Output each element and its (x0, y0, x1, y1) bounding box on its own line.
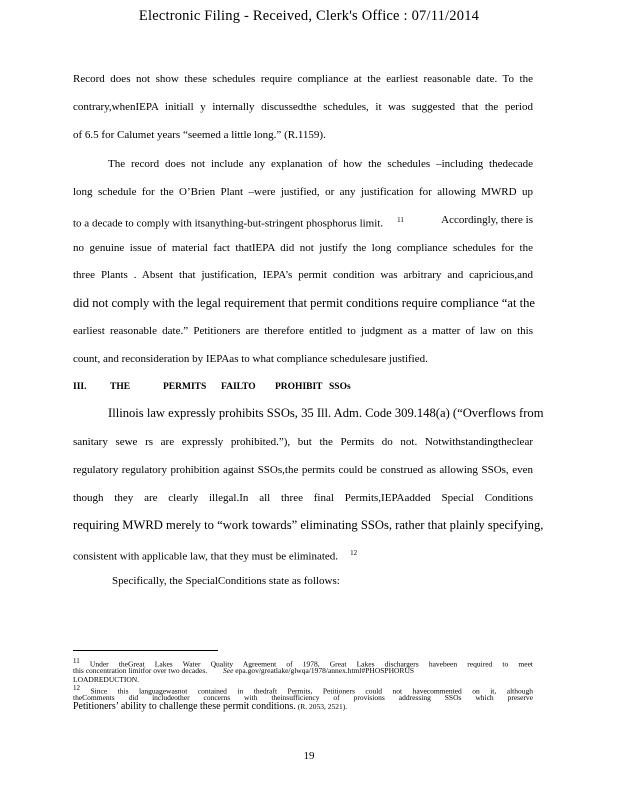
footnote-mark: 11 (73, 657, 80, 665)
body-line (73, 546, 533, 564)
footnote-mark: 12 (73, 684, 80, 692)
heading-number: III. (73, 382, 87, 392)
body-line: regulatory regulatory prohibition against SSOs,the permits could be construed as allowing SSOs, even (73, 464, 533, 476)
body-line: Specifically, the SpecialConditions state as follows: (112, 575, 340, 587)
footnote-text: Under theGreat Lakes Water Quality Agreement of 1978, Great Lakes dischargers havebeen required to meet (89, 659, 534, 669)
line-text: to a decade to comply with itsanything-but-stringent phosphorus limit. (73, 217, 384, 230)
body-line: three Plants . Absent that justification, IEPA’s permit condition was arbitrary and capricious,and (73, 269, 533, 281)
body-line: sanitary sewe rs are expressly prohibited.”), but the Permits do not. Notwithstandingtheclear (73, 436, 533, 448)
body-line: long schedule for the O’Brien Plant –were justified, or any justification for allowing MWRD up (73, 186, 533, 198)
footnote-ref-11[interactable]: 11 (397, 216, 404, 224)
heading-word: SSOs (329, 382, 351, 392)
footnote-signal: See (223, 666, 234, 675)
heading-word: FAILTO (221, 382, 256, 392)
footnote-text: Since this languagewasnot contained in thedraft Permits, Petitioners could not havecommented on it, although (90, 686, 534, 696)
footnote-link[interactable]: epa.gov/greatlake/glwqa/1978/annex.html#PHOSPHORUS (235, 666, 415, 675)
page-number: 19 (303, 750, 315, 762)
body-line: Record does not show these schedules require compliance at the earliest reasonable date. To the (73, 73, 533, 85)
footnote-ref-12[interactable]: 12 (350, 549, 358, 557)
body-line: Illinois law expressly prohibits SSOs, 35 Ill. Adm. Code 309.148(a) (“Overflows from (108, 406, 544, 420)
body-line (73, 128, 533, 142)
line-text: consistent with applicable law, that they must be eliminated. (73, 550, 339, 563)
footnote-divider (73, 650, 218, 651)
body-line: did not comply with the legal requirement that permit conditions require compliance “at the (73, 296, 535, 310)
body-line: requiring MWRD merely to “work towards” eliminating SSOs, rather that plainly specifying, (73, 518, 544, 532)
heading-word: PERMITS (163, 382, 207, 392)
body-line: no genuine issue of material fact thatIEPA did not justify the long compliance schedules for the (73, 242, 533, 254)
body-line: count, and reconsideration by IEPAas to what compliance schedulesare justified. (73, 353, 428, 365)
body-line: The record does not include any explanation of how the schedules –including thedecade (108, 158, 533, 170)
footnote-line (73, 702, 533, 711)
footnote-text: (R. 2053, 2521). (297, 702, 348, 711)
footnote-text: Petitioners’ ability to challenge these permit conditions. (73, 701, 296, 712)
body-line (73, 213, 533, 231)
body-line: contrary,whenIEPA initiall y internally discussedthe schedules, it was suggested that the period (73, 101, 533, 113)
line-text: of 6.5 for Calumet years “seemed a little long.” (R.1159). (73, 129, 326, 141)
heading-word: THE (110, 382, 131, 392)
body-line: earliest reasonable date.” Petitioners are therefore entitled to judgment as a matter of law on this (73, 325, 533, 337)
footnote-line: LOADREDUCTION. (73, 675, 140, 684)
footnote-text: this concentration limitfor over two decades. (73, 666, 208, 675)
line-text-tail: Accordingly, there is (441, 214, 533, 226)
footnote-line (73, 666, 533, 675)
filing-header: Electronic Filing - Received, Clerk's Office : 07/11/2014 (138, 8, 480, 24)
body-line: though they are clearly illegal.In all three final Permits,IEPAadded Special Conditions (73, 492, 533, 504)
heading-word: PROHIBIT (275, 382, 323, 392)
footnote-line: theComments did includeother concerns with theinsufficiency of provisions addressing SSOs which preserve (73, 693, 533, 702)
